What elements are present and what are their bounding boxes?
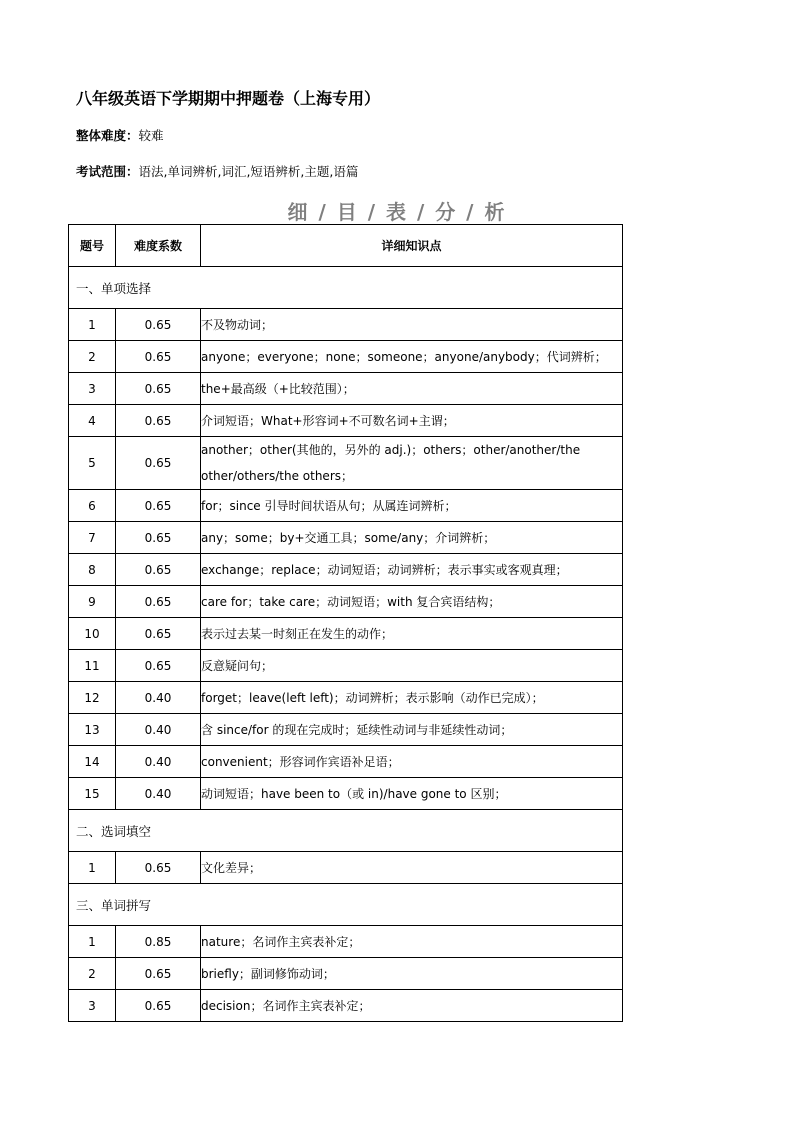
table-row xyxy=(69,682,623,714)
difficulty-cell: 0.65 xyxy=(116,586,201,618)
question-number-cell: 10 xyxy=(69,618,116,650)
knowledge-point-cell: 含 since/for 的现在完成时；延续性动词与非延续性动词； xyxy=(201,714,623,746)
question-number-cell: 2 xyxy=(69,341,116,373)
header-knowledge-points: 详细知识点 xyxy=(201,225,623,267)
question-number-cell: 9 xyxy=(69,586,116,618)
section-row xyxy=(69,810,623,852)
knowledge-point-cell: another；other(其他的，另外的 adj.)；others；other/another/the other/others/the others； xyxy=(201,437,623,490)
difficulty-cell: 0.40 xyxy=(116,714,201,746)
section-title: 一、单项选择 xyxy=(69,267,623,309)
section-title: 二、选词填空 xyxy=(69,810,623,852)
question-number-cell: 11 xyxy=(69,650,116,682)
difficulty-cell: 0.65 xyxy=(116,852,201,884)
knowledge-point-cell: briefly；副词修饰动词； xyxy=(201,958,623,990)
difficulty-cell: 0.65 xyxy=(116,958,201,990)
table-row xyxy=(69,522,623,554)
table-row xyxy=(69,618,623,650)
question-number-cell: 6 xyxy=(69,490,116,522)
knowledge-point-cell: exchange；replace；动词短语；动词辨析；表示事实或客观真理； xyxy=(201,554,623,586)
difficulty-cell: 0.65 xyxy=(116,554,201,586)
knowledge-point-cell: 不及物动词； xyxy=(201,309,623,341)
table-row xyxy=(69,746,623,778)
difficulty-cell: 0.65 xyxy=(116,405,201,437)
table-row xyxy=(69,490,623,522)
table-row xyxy=(69,852,623,884)
table-row xyxy=(69,586,623,618)
knowledge-point-cell: 表示过去某一时刻正在发生的动作； xyxy=(201,618,623,650)
question-number-cell: 12 xyxy=(69,682,116,714)
knowledge-point-cell: nature；名词作主宾表补定； xyxy=(201,926,623,958)
difficulty-cell: 0.65 xyxy=(116,373,201,405)
question-number-cell: 4 xyxy=(69,405,116,437)
knowledge-table xyxy=(68,224,623,1022)
knowledge-point-cell: the+最高级（+比较范围）； xyxy=(201,373,623,405)
difficulty-cell: 0.85 xyxy=(116,926,201,958)
table-row xyxy=(69,714,623,746)
difficulty-cell: 0.65 xyxy=(116,522,201,554)
question-number-cell: 1 xyxy=(69,309,116,341)
document-title: 八年级英语下学期期中押题卷（上海专用） xyxy=(76,89,381,108)
knowledge-point-cell: 介词短语；What+形容词+不可数名词+主谓； xyxy=(201,405,623,437)
question-number-cell: 2 xyxy=(69,958,116,990)
header-difficulty: 难度系数 xyxy=(116,225,201,267)
knowledge-point-cell: forget；leave(left left)；动词辨析；表示影响（动作已完成）； xyxy=(201,682,623,714)
question-number-cell: 15 xyxy=(69,778,116,810)
table-row xyxy=(69,405,623,437)
difficulty-cell: 0.65 xyxy=(116,309,201,341)
knowledge-point-cell: decision；名词作主宾表补定； xyxy=(201,990,623,1022)
difficulty-cell: 0.65 xyxy=(116,341,201,373)
section-row xyxy=(69,267,623,309)
question-number-cell: 8 xyxy=(69,554,116,586)
question-number-cell: 1 xyxy=(69,852,116,884)
difficulty-label: 整体难度： xyxy=(76,128,139,143)
table-row xyxy=(69,926,623,958)
table-body xyxy=(69,267,623,1022)
exam-scope xyxy=(76,162,358,180)
overall-difficulty xyxy=(76,126,164,144)
question-number-cell: 13 xyxy=(69,714,116,746)
question-number-cell: 3 xyxy=(69,373,116,405)
knowledge-point-cell: 动词短语；have been to（或 in)/have gone to 区别； xyxy=(201,778,623,810)
difficulty-cell: 0.65 xyxy=(116,990,201,1022)
question-number-cell: 1 xyxy=(69,926,116,958)
table-row xyxy=(69,373,623,405)
knowledge-point-cell: for；since 引导时间状语从句；从属连词辨析； xyxy=(201,490,623,522)
difficulty-cell: 0.40 xyxy=(116,682,201,714)
difficulty-cell: 0.65 xyxy=(116,437,201,490)
scope-value: 语法,单词辨析,词汇,短语辨析,主题,语篇 xyxy=(138,164,359,179)
knowledge-point-cell: 文化差异； xyxy=(201,852,623,884)
question-number-cell: 5 xyxy=(69,437,116,490)
section-title: 三、单词拼写 xyxy=(69,884,623,926)
knowledge-point-cell: anyone；everyone；none；someone；anyone/anybody；代词辨析； xyxy=(201,341,623,373)
knowledge-point-cell: any；some；by+交通工具；some/any；介词辨析； xyxy=(201,522,623,554)
difficulty-cell: 0.65 xyxy=(116,650,201,682)
difficulty-cell: 0.40 xyxy=(116,746,201,778)
knowledge-point-cell: care for；take care；动词短语；with 复合宾语结构； xyxy=(201,586,623,618)
scope-label: 考试范围： xyxy=(76,164,139,179)
difficulty-cell: 0.40 xyxy=(116,778,201,810)
table-row xyxy=(69,650,623,682)
table-row xyxy=(69,437,623,490)
table-row xyxy=(69,778,623,810)
table-row xyxy=(69,309,623,341)
table-row xyxy=(69,990,623,1022)
difficulty-value: 较难 xyxy=(138,128,164,143)
header-question-number: 题号 xyxy=(69,225,116,267)
question-number-cell: 7 xyxy=(69,522,116,554)
section-heading: 细 / 目 / 表 / 分 / 析 xyxy=(287,200,507,224)
question-number-cell: 3 xyxy=(69,990,116,1022)
table-row xyxy=(69,554,623,586)
table-header-row xyxy=(69,225,623,267)
table-row xyxy=(69,958,623,990)
question-number-cell: 14 xyxy=(69,746,116,778)
difficulty-cell: 0.65 xyxy=(116,618,201,650)
table-row xyxy=(69,341,623,373)
knowledge-point-cell: 反意疑问句； xyxy=(201,650,623,682)
knowledge-point-cell: convenient；形容词作宾语补足语； xyxy=(201,746,623,778)
difficulty-cell: 0.65 xyxy=(116,490,201,522)
section-row xyxy=(69,884,623,926)
